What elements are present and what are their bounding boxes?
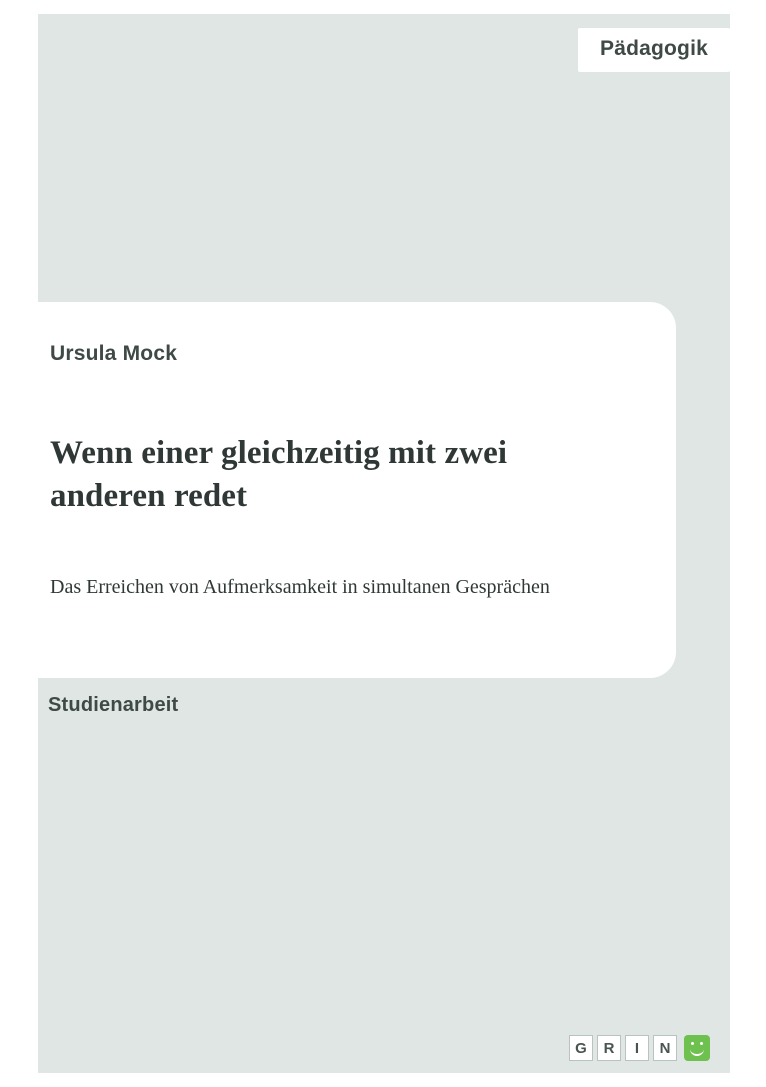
author-name: Ursula Mock (50, 342, 178, 365)
page-title: Wenn einer gleichzeitig mit zwei anderen redet (50, 435, 508, 514)
smiley-eye-left-icon (691, 1042, 694, 1045)
title-card (0, 302, 676, 678)
grin-logo (569, 1035, 710, 1061)
smiley-mouth-icon (690, 1047, 704, 1056)
logo-letter-g: G (569, 1035, 593, 1061)
page-margin-top (0, 0, 766, 14)
subtitle: Das Erreichen von Aufmerksamkeit in simultanen Gesprächen (50, 575, 550, 598)
logo-letter-n: N (653, 1035, 677, 1061)
smiley-icon (684, 1035, 710, 1061)
logo-letter-i: I (625, 1035, 649, 1061)
category-badge-label: Pädagogik (600, 37, 708, 60)
document-type-label: Studienarbeit (48, 694, 179, 716)
category-badge (578, 28, 730, 72)
page-margin-bottom (0, 1073, 766, 1087)
page-margin-right (730, 0, 766, 1087)
smiley-eye-right-icon (700, 1042, 703, 1045)
logo-letter-r: R (597, 1035, 621, 1061)
